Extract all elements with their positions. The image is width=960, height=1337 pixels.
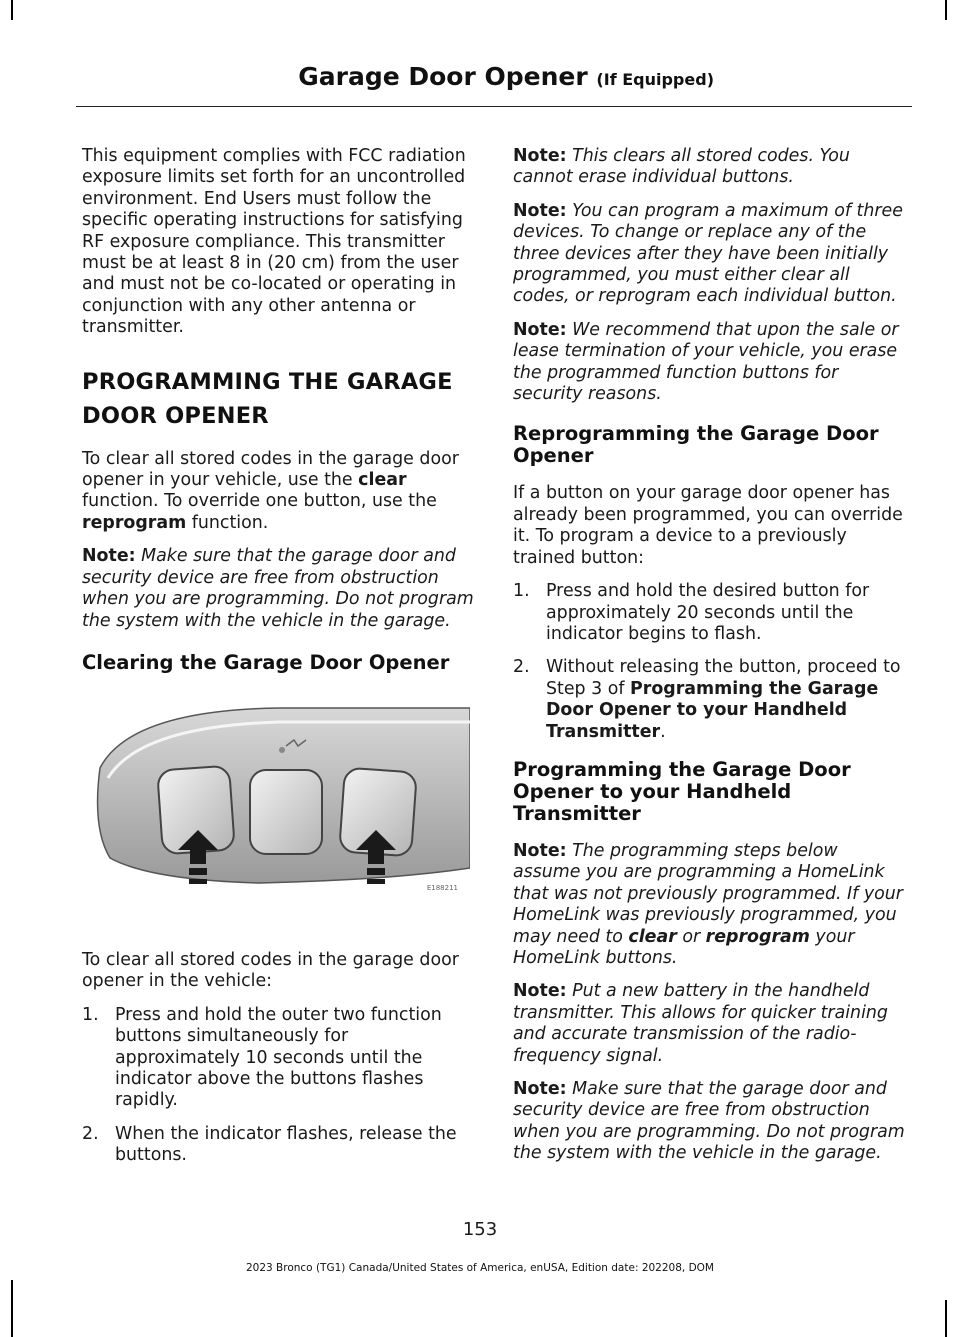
garage-opener-buttons-figure bbox=[90, 698, 470, 898]
step-text: Press and hold the desired button for approximately 20 seconds until the indicator begins to flash. bbox=[546, 581, 870, 644]
crop-mark bbox=[11, 1280, 13, 1337]
header-divider bbox=[76, 106, 912, 107]
note-text: We recommend that upon the sale or lease termination of your vehicle, you erase the programmed function buttons for security reasons. bbox=[513, 319, 899, 405]
note-text: You can program a maximum of three devices. To change or replace any of the three devices after they have been initially programmed, you must either clear all codes, or reprogram each individual button. bbox=[513, 200, 903, 307]
note-obstruction bbox=[82, 546, 476, 632]
step-text: Without releasing the button, proceed to Step 3 of bbox=[546, 657, 901, 699]
note-label: Note: bbox=[513, 981, 567, 1002]
step-number: 2. bbox=[513, 657, 530, 678]
section-heading-line1: PROGRAMMING THE GARAGE bbox=[82, 368, 453, 395]
note-text: The programming steps below assume you are programming a HomeLink that was not previously programmed. If your HomeLink was previously programmed, you may need to bbox=[513, 840, 903, 947]
figure-id: E188211 bbox=[426, 883, 458, 892]
note-security bbox=[513, 320, 907, 406]
note-label: Note: bbox=[513, 1079, 567, 1099]
step-number: 1. bbox=[513, 581, 530, 602]
page-header bbox=[298, 62, 714, 91]
reprog-intro: If a button on your garage door opener has already been programmed, you can override it. To program a device to a previously trained button: bbox=[513, 483, 903, 568]
clear-reprogram-paragraph bbox=[82, 449, 476, 535]
text: function. bbox=[186, 512, 269, 533]
note-max-devices bbox=[513, 201, 907, 308]
list-item bbox=[513, 657, 907, 743]
subheading-clearing: Clearing the Garage Door Opener bbox=[82, 650, 450, 674]
step-text: Press and hold the outer two function buttons simultaneously for approximately 10 seconds until the indicator above the buttons flashes rapidly. bbox=[115, 1004, 442, 1111]
step-text: When the indicator flashes, release the buttons. bbox=[115, 1123, 457, 1166]
section-heading-line2: DOOR OPENER bbox=[82, 402, 269, 429]
subheading-reprogramming: Reprogramming the Garage Door Opener bbox=[513, 422, 879, 468]
header-subtitle: (If Equipped) bbox=[596, 70, 714, 89]
middle-button bbox=[250, 770, 322, 854]
note-text: Make sure that the garage door and security device are free from obstruction when you are programming. Do not program the system with the vehicle in the garage. bbox=[513, 1079, 905, 1164]
clear-steps bbox=[82, 1005, 476, 1167]
note-label: Note: bbox=[82, 546, 136, 567]
list-item bbox=[82, 1005, 476, 1112]
note-text: your HomeLink buttons. bbox=[513, 926, 855, 968]
keyword-clear: clear bbox=[358, 470, 407, 491]
list-item bbox=[513, 581, 907, 645]
keyword-clear: clear bbox=[628, 926, 677, 947]
crop-mark bbox=[945, 1300, 947, 1337]
note-text: Make sure that the garage door and security device are free from obstruction when you are programming. Do not program the system with the vehicle in the garage. bbox=[82, 546, 474, 631]
note-text: or bbox=[676, 926, 706, 947]
crop-mark bbox=[945, 0, 947, 20]
step-text: . bbox=[660, 721, 666, 742]
note-label: Note: bbox=[513, 840, 567, 861]
right-column bbox=[513, 146, 907, 1177]
crop-mark bbox=[11, 0, 13, 20]
clear-intro: To clear all stored codes in the garage door opener in the vehicle: bbox=[82, 949, 459, 992]
note-label: Note: bbox=[513, 319, 567, 340]
reprog-steps bbox=[513, 581, 907, 743]
list-item bbox=[82, 1124, 476, 1167]
text: To clear all stored codes in the garage door opener in your vehicle, use the bbox=[82, 448, 459, 491]
note-homelink bbox=[513, 841, 907, 969]
note-label: Note: bbox=[513, 200, 567, 221]
footer: 2023 Bronco (TG1) Canada/United States of America, enUSA, Edition date: 202208, DOM bbox=[245, 1262, 714, 1274]
page-number: 153 bbox=[462, 1219, 498, 1240]
keyword-reprogram: reprogram bbox=[705, 926, 810, 947]
header-title: Garage Door Opener bbox=[298, 62, 588, 91]
left-column bbox=[82, 146, 476, 1179]
note-battery bbox=[513, 981, 907, 1067]
garage-opener-illustration bbox=[90, 698, 470, 898]
keyword-reprogram: reprogram bbox=[82, 512, 187, 533]
note-clears-all bbox=[513, 146, 907, 189]
step-number: 2. bbox=[82, 1123, 99, 1144]
subheading-handheld: Programming the Garage Door Opener to your Handheld Transmitter bbox=[513, 757, 851, 825]
cross-reference: Programming the Garage Door Opener to your Handheld Transmitter bbox=[546, 678, 879, 742]
text: function. To override one button, use the bbox=[82, 491, 437, 512]
note-text: This clears all stored codes. You cannot erase individual buttons. bbox=[513, 146, 850, 188]
step-number: 1. bbox=[82, 1004, 99, 1025]
note-text: Put a new battery in the handheld transmitter. This allows for quicker training and accurate transmission of the radio-frequency signal. bbox=[513, 981, 888, 1066]
fcc-paragraph: This equipment complies with FCC radiation exposure limits set forth for an uncontrolled environment. End Users must follow the specific operating instructions for satisfying RF exposure compliance. This transmitter must be at least 8 in (20 cm) from the user and must not be co-located or operating in conjunction with any other antenna or transmitter. bbox=[82, 146, 466, 338]
note-label: Note: bbox=[513, 146, 567, 166]
note-obstruction bbox=[513, 1079, 907, 1165]
